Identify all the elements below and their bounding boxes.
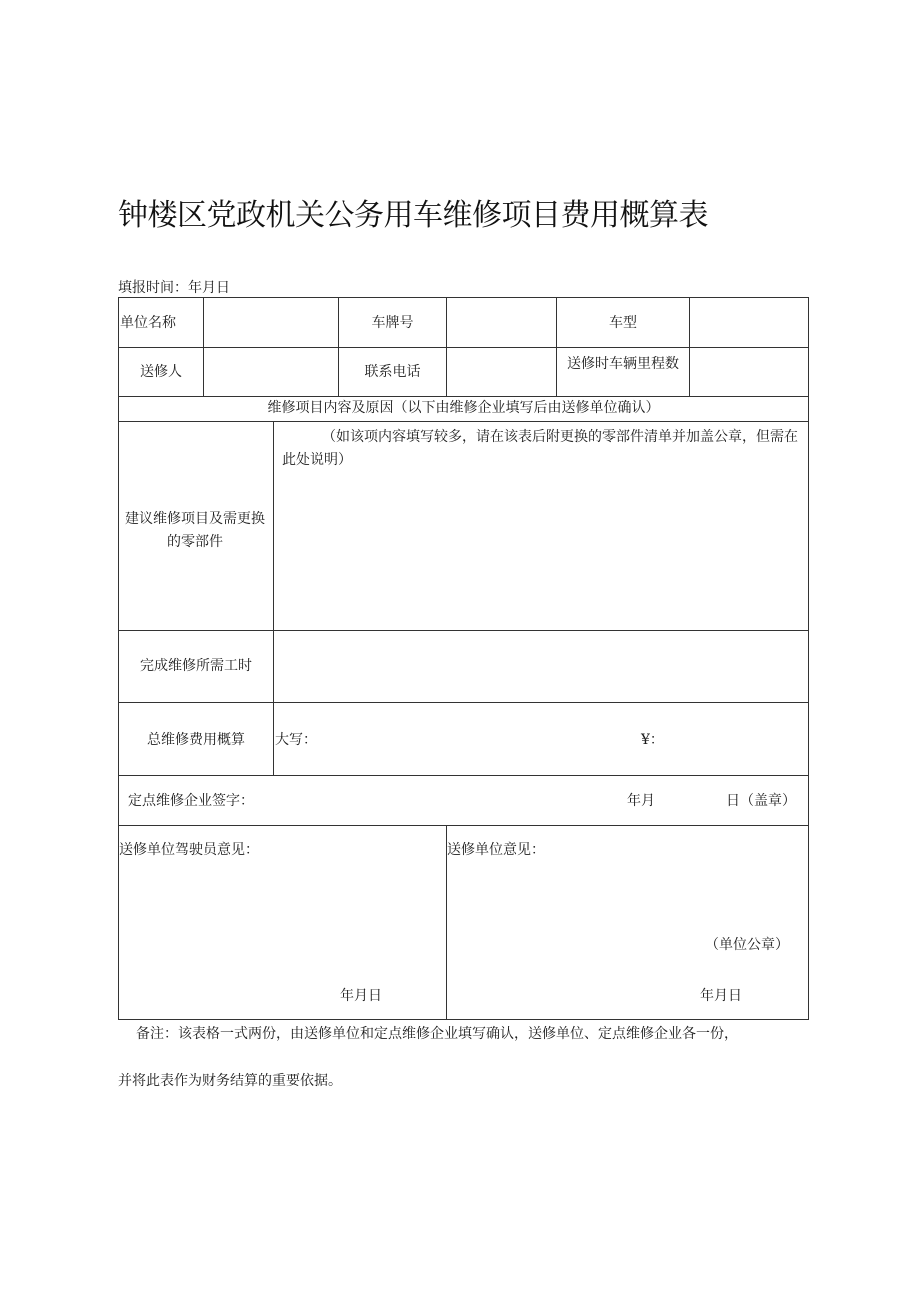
sender-label: 送修人 — [140, 364, 182, 380]
fill-time-label: 填报时间：年月日 — [118, 280, 230, 296]
section-header: 维修项目内容及原因（以下由维修企业填写后由送修单位确认） — [267, 400, 660, 416]
sender-field[interactable] — [204, 348, 338, 396]
page-title: 钟楼区党政机关公务用车维修项目费用概算表 — [118, 198, 708, 233]
driver-opinion-date: 年月日 — [340, 988, 382, 1004]
plate-number-field[interactable] — [447, 298, 556, 347]
yen-amount-label: ¥： — [641, 732, 664, 748]
suggested-items-note: （如该项内容填写较多，请在该表后附更换的零部件清单并加盖公章，但需在此处说明） — [282, 429, 798, 468]
enterprise-sign-label: 定点维修企业签字： — [128, 793, 254, 809]
total-cost-label: 总维修费用概算 — [147, 732, 245, 748]
suggested-items-label: 建议维修项目及需更换的零部件 — [125, 511, 265, 550]
unit-name-field[interactable] — [204, 298, 338, 347]
contact-phone-field[interactable] — [447, 348, 556, 396]
mileage-label: 送修时车辆里程数 — [567, 356, 679, 372]
unit-name-label: 单位名称 — [120, 315, 176, 331]
capital-amount-label: 大写： — [275, 732, 317, 748]
unit-seal-label: （单位公章） — [705, 937, 789, 953]
labor-hours-field[interactable] — [274, 631, 808, 702]
labor-hours-label: 完成维修所需工时 — [140, 658, 252, 674]
vehicle-model-label: 车型 — [609, 315, 637, 331]
driver-opinion-label: 送修单位驾驶员意见： — [119, 842, 259, 858]
unit-opinion-date: 年月日 — [700, 988, 742, 1004]
plate-number-label: 车牌号 — [371, 315, 414, 331]
contact-phone-label: 联系电话 — [364, 364, 421, 380]
sign-year-month: 年月 — [627, 793, 655, 809]
vehicle-model-field[interactable] — [690, 298, 808, 347]
mileage-field[interactable] — [690, 348, 808, 396]
remarks-line-2: 并将此表作为财务结算的重要依据。 — [118, 1073, 342, 1089]
remarks-line-1: 备注：该表格一式两份，由送修单位和定点维修企业填写确认，送修单位、定点维修企业各一份， — [136, 1026, 738, 1042]
unit-opinion-label: 送修单位意见： — [447, 842, 545, 858]
sign-day-seal: 日（盖章） — [726, 793, 796, 809]
